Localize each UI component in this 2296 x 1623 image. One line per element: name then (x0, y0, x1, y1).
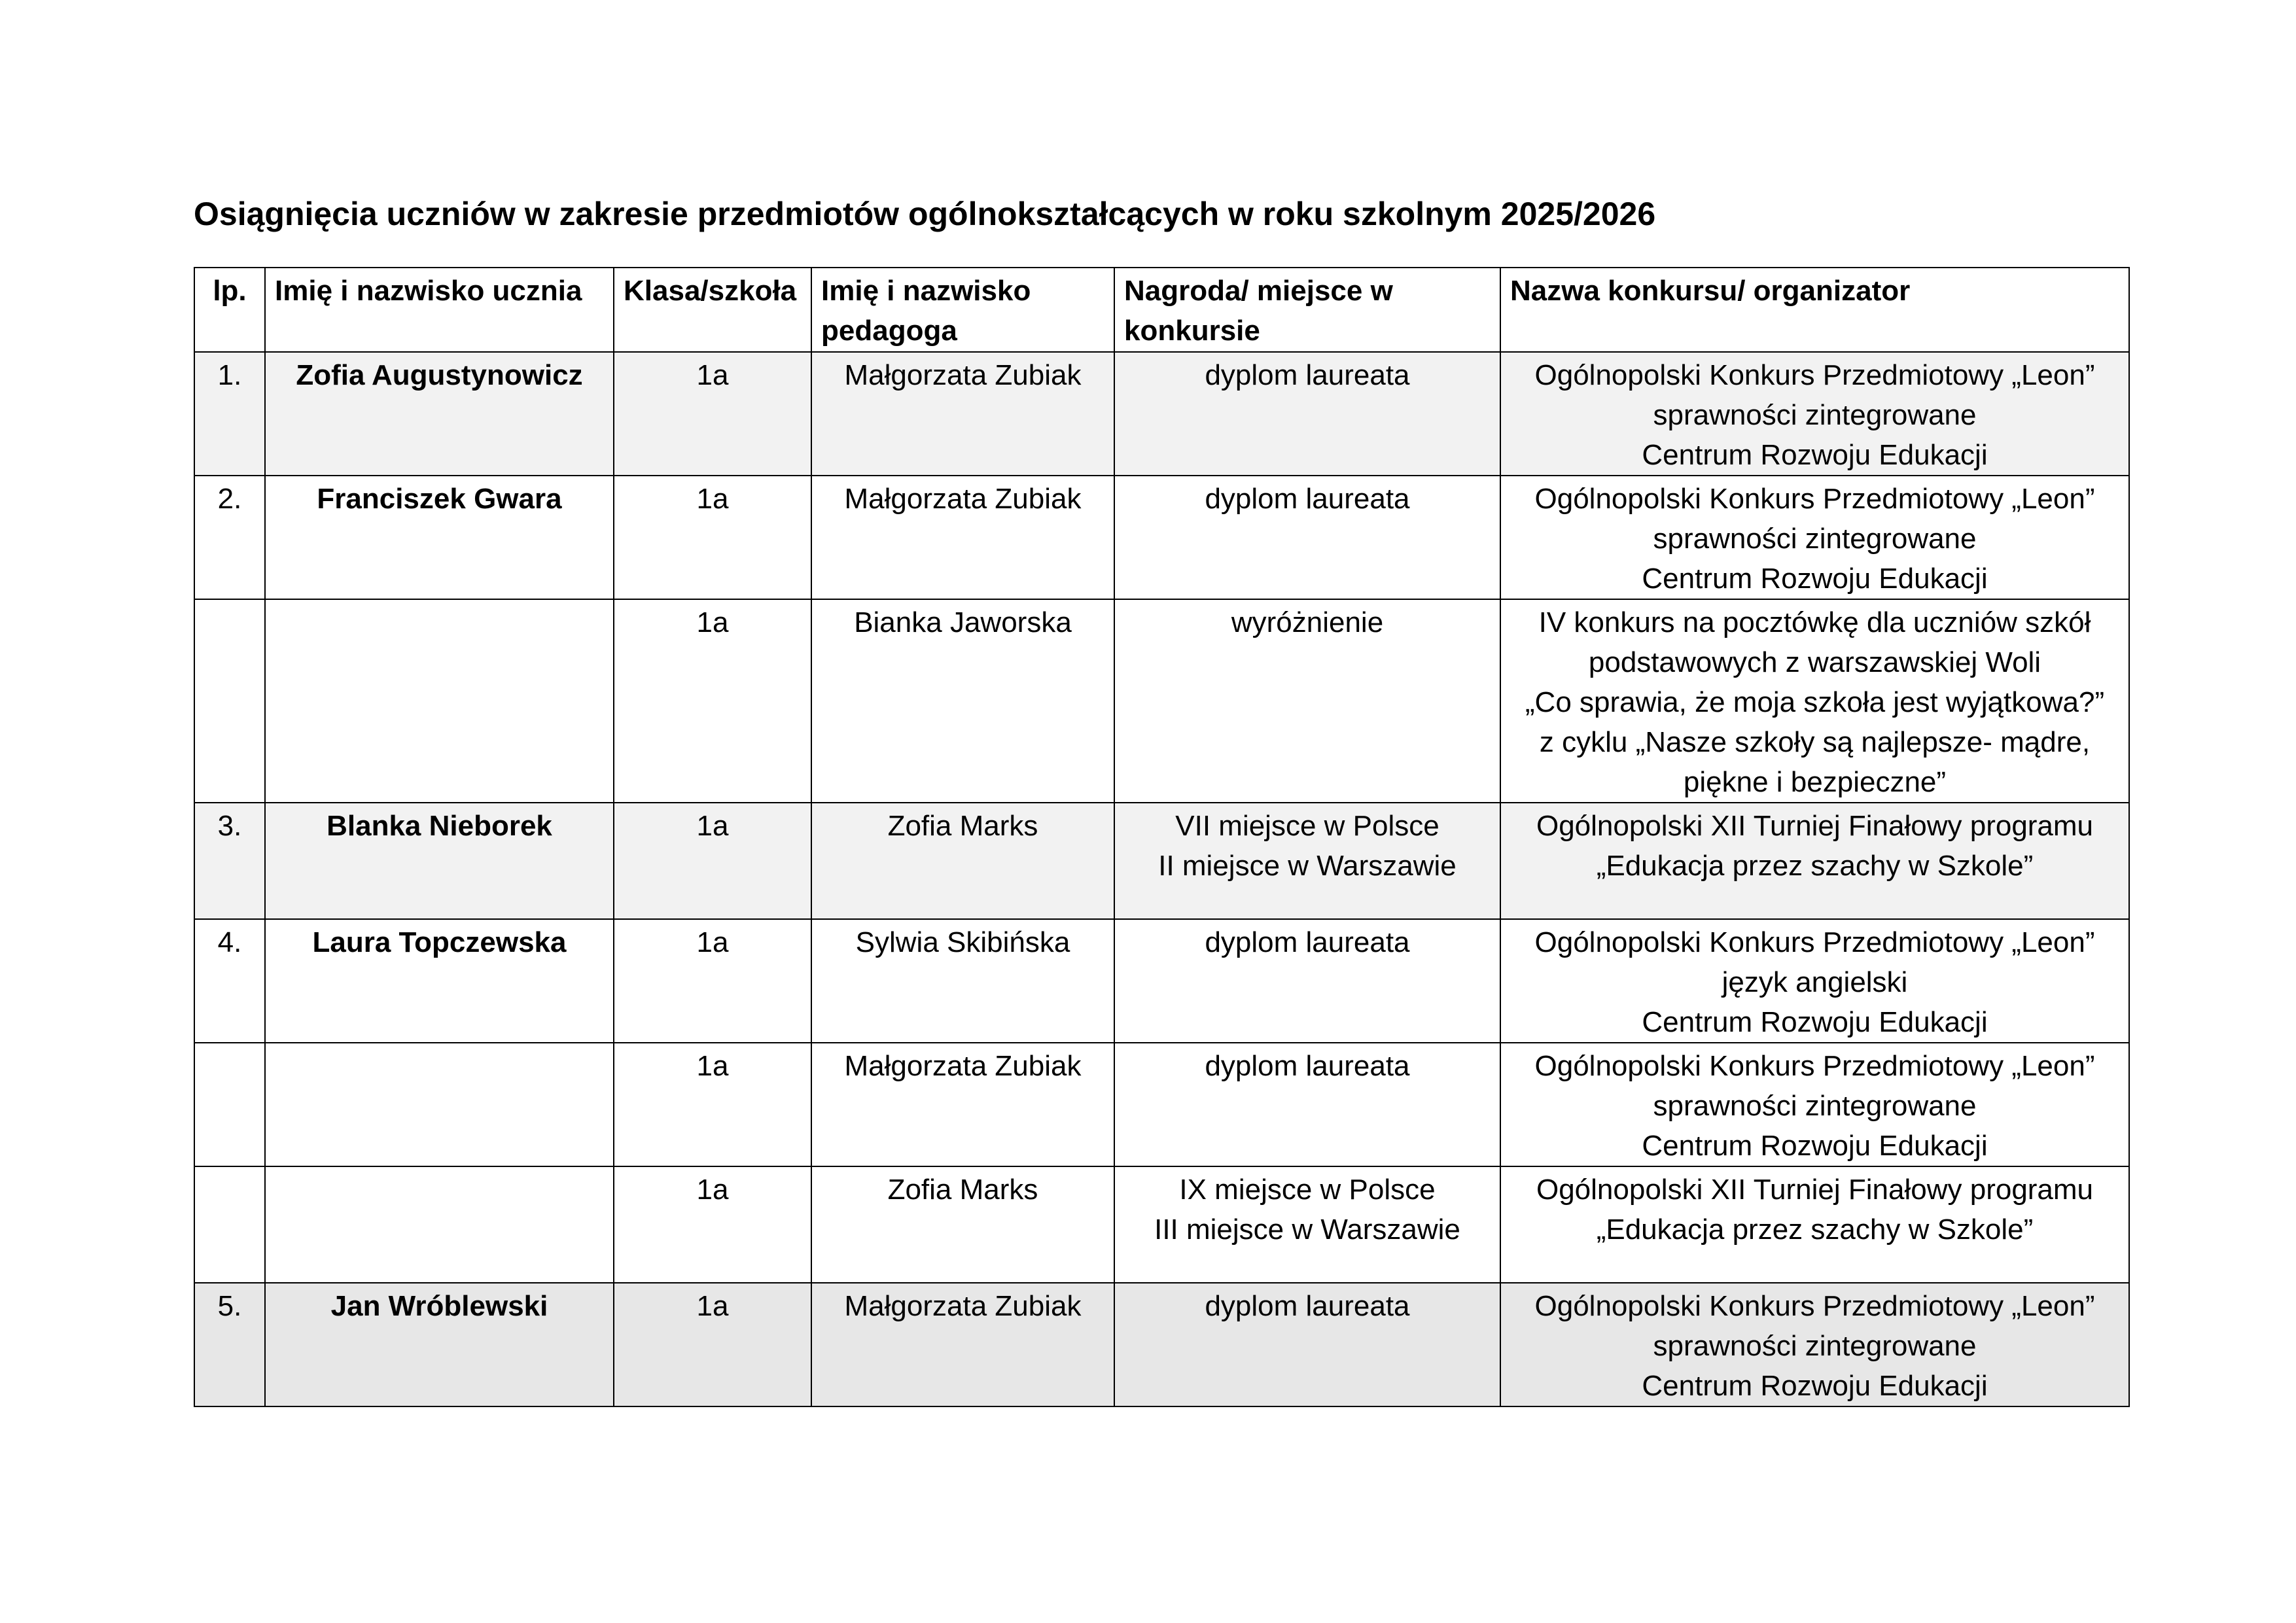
cell-class: 1a (614, 476, 811, 599)
table-row (194, 599, 2129, 803)
table-row (194, 1283, 2129, 1406)
cell-lp: 4. (194, 919, 265, 1043)
cell-contest: Ogólnopolski Konkurs Przedmiotowy „Leon” język angielski Centrum Rozwoju Edukacji (1500, 919, 2129, 1043)
cell-contest: IV konkurs na pocztówkę dla uczniów szkół podstawowych z warszawskiej Woli „Co sprawia, że moja szkoła jest wyjątkowa?” z cyklu „Nasze szkoły są najlepsze- mądre, piękne i bezpieczne” (1500, 599, 2129, 803)
header-contest: Nazwa konkursu/ organizator (1500, 268, 2129, 352)
cell-contest: Ogólnopolski XII Turniej Finałowy programu „Edukacja przez szachy w Szkole” (1500, 1166, 2129, 1283)
cell-lp (194, 1043, 265, 1166)
cell-student: Zofia Augustynowicz (265, 352, 614, 476)
cell-student: Franciszek Gwara (265, 476, 614, 599)
cell-teacher: Zofia Marks (811, 803, 1114, 919)
cell-student (265, 1166, 614, 1283)
cell-class: 1a (614, 1043, 811, 1166)
header-award: Nagroda/ miejsce w konkursie (1114, 268, 1500, 352)
cell-lp: 2. (194, 476, 265, 599)
table-row (194, 1043, 2129, 1166)
cell-lp: 1. (194, 352, 265, 476)
cell-lp: 5. (194, 1283, 265, 1406)
cell-student (265, 1043, 614, 1166)
cell-teacher: Małgorzata Zubiak (811, 1283, 1114, 1406)
cell-teacher: Zofia Marks (811, 1166, 1114, 1283)
cell-teacher: Małgorzata Zubiak (811, 1043, 1114, 1166)
cell-award: dyplom laureata (1114, 1043, 1500, 1166)
cell-student: Laura Topczewska (265, 919, 614, 1043)
cell-contest: Ogólnopolski Konkurs Przedmiotowy „Leon” sprawności zintegrowane Centrum Rozwoju Edukacji (1500, 352, 2129, 476)
cell-lp: 3. (194, 803, 265, 919)
table-row (194, 1166, 2129, 1283)
table-row (194, 476, 2129, 599)
cell-class: 1a (614, 352, 811, 476)
cell-contest: Ogólnopolski Konkurs Przedmiotowy „Leon” sprawności zintegrowane Centrum Rozwoju Edukacji (1500, 1283, 2129, 1406)
cell-award: VII miejsce w Polsce II miejsce w Warszawie (1114, 803, 1500, 919)
cell-award: dyplom laureata (1114, 1283, 1500, 1406)
table-row (194, 352, 2129, 476)
cell-student (265, 599, 614, 803)
cell-award: wyróżnienie (1114, 599, 1500, 803)
cell-teacher: Sylwia Skibińska (811, 919, 1114, 1043)
cell-student: Jan Wróblewski (265, 1283, 614, 1406)
cell-award: IX miejsce w Polsce III miejsce w Warszawie (1114, 1166, 1500, 1283)
cell-contest: Ogólnopolski Konkurs Przedmiotowy „Leon” sprawności zintegrowane Centrum Rozwoju Edukacji (1500, 1043, 2129, 1166)
document-title: Osiągnięcia uczniów w zakresie przedmiotów ogólnokształcących w roku szkolnym 2025/2026 (194, 196, 1656, 232)
table-header-row (194, 268, 2129, 352)
cell-teacher: Bianka Jaworska (811, 599, 1114, 803)
achievements-table (194, 267, 2130, 1407)
header-class: Klasa/szkoła (614, 268, 811, 352)
header-student: Imię i nazwisko ucznia (265, 268, 614, 352)
header-lp: lp. (194, 268, 265, 352)
cell-award: dyplom laureata (1114, 352, 1500, 476)
cell-award: dyplom laureata (1114, 919, 1500, 1043)
table-row (194, 803, 2129, 919)
cell-class: 1a (614, 1166, 811, 1283)
cell-lp (194, 1166, 265, 1283)
cell-teacher: Małgorzata Zubiak (811, 476, 1114, 599)
cell-contest: Ogólnopolski XII Turniej Finałowy programu „Edukacja przez szachy w Szkole” (1500, 803, 2129, 919)
cell-student: Blanka Nieborek (265, 803, 614, 919)
cell-class: 1a (614, 599, 811, 803)
cell-teacher: Małgorzata Zubiak (811, 352, 1114, 476)
table-row (194, 919, 2129, 1043)
cell-lp (194, 599, 265, 803)
cell-award: dyplom laureata (1114, 476, 1500, 599)
cell-class: 1a (614, 1283, 811, 1406)
cell-class: 1a (614, 919, 811, 1043)
cell-contest: Ogólnopolski Konkurs Przedmiotowy „Leon” sprawności zintegrowane Centrum Rozwoju Edukacji (1500, 476, 2129, 599)
cell-class: 1a (614, 803, 811, 919)
header-teacher: Imię i nazwisko pedagoga (811, 268, 1114, 352)
